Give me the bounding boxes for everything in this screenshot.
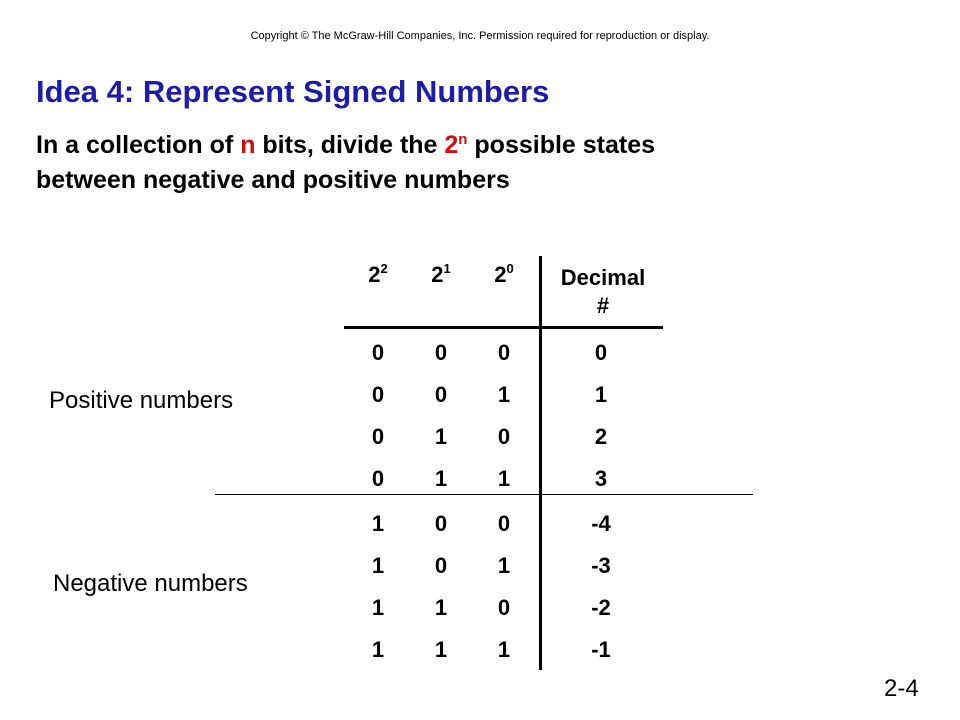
subtitle-base: 2 [444, 131, 459, 159]
positive-negative-divider [215, 494, 753, 495]
table-cell-bit: 1 [497, 466, 511, 491]
table-cell-bit: 0 [371, 382, 385, 407]
header-decimal-line1: Decimal [560, 265, 646, 290]
table-cell-bit: 0 [434, 340, 448, 365]
table-cell-decimal: -3 [591, 553, 611, 578]
table-cell-bit: 0 [434, 553, 448, 578]
header-decimal [543, 264, 663, 320]
subtitle-line2: between negative and positive numbers [36, 166, 510, 194]
table-cell-bit: 0 [497, 595, 511, 620]
table-cell-bit: 1 [497, 553, 511, 578]
table-cell-bit: 1 [497, 637, 511, 662]
subtitle-n: n [240, 131, 256, 159]
table-cell-bit: 1 [497, 382, 511, 407]
slide-subtitle [36, 128, 916, 198]
slide-title: Idea 4: Represent Signed Numbers [36, 74, 550, 109]
table-cell-decimal: 0 [594, 340, 608, 365]
table-cell-bit: 1 [434, 466, 448, 491]
negative-numbers-label: Negative numbers [53, 570, 248, 597]
header-base: 2 [494, 262, 507, 287]
table-cell-bit: 1 [371, 637, 385, 662]
table-cell-decimal: -1 [591, 637, 611, 662]
table-cell-bit: 0 [371, 340, 385, 365]
header-exp: 0 [506, 261, 514, 276]
table-header-divider [344, 326, 663, 329]
table-cell-bit: 1 [434, 595, 448, 620]
table-cell-bit: 0 [434, 511, 448, 536]
subtitle-exp: n [458, 131, 468, 148]
table-cell-decimal: -2 [591, 595, 611, 620]
subtitle-part1: In a collection of [36, 131, 241, 159]
table-cell-bit: 0 [434, 382, 448, 407]
subtitle-part3: possible states [467, 131, 656, 159]
subtitle-part2: bits, divide the [255, 131, 445, 159]
header-2-pow-0 [484, 262, 524, 288]
table-cell-decimal: 3 [594, 466, 608, 491]
table-cell-bit: 0 [371, 424, 385, 449]
subtitle-power [444, 131, 467, 159]
table-cell-bit: 0 [497, 511, 511, 536]
table-cell-bit: 0 [371, 466, 385, 491]
positive-numbers-label: Positive numbers [49, 387, 234, 414]
header-base: 2 [368, 262, 381, 287]
table-cell-bit: 1 [434, 424, 448, 449]
header-2-pow-2 [358, 262, 398, 288]
table-cell-bit: 1 [371, 595, 385, 620]
table-cell-bit: 0 [497, 340, 511, 365]
slide-number: 2-4 [884, 675, 919, 702]
table-cell-bit: 1 [434, 637, 448, 662]
header-decimal-line2: # [596, 293, 610, 318]
header-exp: 2 [380, 261, 388, 276]
table-vertical-divider [539, 256, 542, 670]
table-cell-decimal: -4 [591, 511, 611, 536]
header-exp: 1 [443, 261, 451, 276]
header-2-pow-1 [421, 262, 461, 288]
copyright-notice: Copyright © The McGraw-Hill Companies, Inc. Permission required for reproduction or display. [250, 30, 710, 42]
header-base: 2 [431, 262, 444, 287]
table-cell-bit: 1 [371, 511, 385, 536]
table-cell-bit: 1 [371, 553, 385, 578]
table-cell-bit: 0 [497, 424, 511, 449]
table-cell-decimal: 1 [594, 382, 608, 407]
table-cell-decimal: 2 [594, 424, 608, 449]
